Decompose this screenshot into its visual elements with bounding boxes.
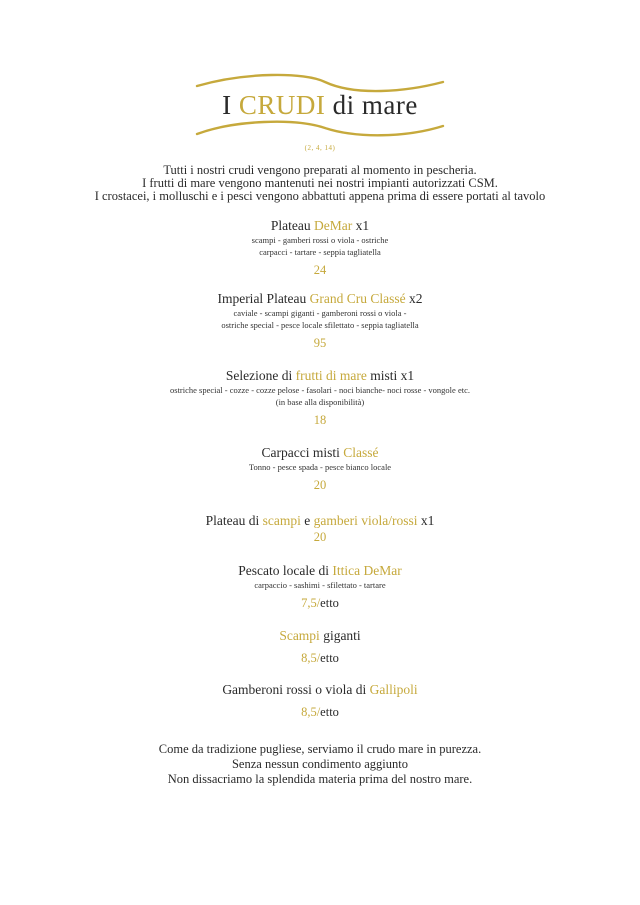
title-post: di mare	[325, 90, 418, 120]
item-name: Carpacci misti Classé	[261, 445, 379, 460]
allergen-codes: (2, 4, 14)	[304, 144, 336, 152]
outro-line: Come da tradizione pugliese, serviamo il crudo mare in purezza.	[158, 742, 482, 756]
menu-item-scampi-giganti	[0, 628, 640, 666]
item-price: 8,5/etto	[301, 651, 339, 665]
outro-line: Non dissacriamo la splendida materia prima del nostro mare.	[167, 772, 473, 786]
item-description: carpacci - tartare - seppia tagliatella	[259, 247, 381, 257]
intro-line: Tutti i nostri crudi vengono preparati al momento in pescheria.	[163, 163, 477, 177]
menu-item-plateau-demar	[0, 218, 640, 278]
menu-header	[0, 68, 640, 158]
item-name: Pescato locale di Ittica DeMar	[238, 563, 402, 578]
item-price: 24	[313, 263, 327, 277]
item-name: Selezione di frutti di mare misti x1	[225, 368, 415, 383]
title-accent: CRUDI	[238, 90, 326, 120]
item-name: Plateau DeMar x1	[270, 218, 370, 233]
outro-text	[0, 742, 640, 787]
item-price: 95	[313, 336, 327, 350]
menu-item-plateau-scampi-gamberi	[0, 513, 640, 545]
outro-line: Senza nessun condimento aggiunto	[231, 757, 408, 771]
intro-line: I crostacei, i molluschi e i pesci vengono abbattuti appena prima di essere portati al tavolo	[94, 189, 546, 203]
item-description: ostriche special - pesce locale sfilettato - seppia tagliatella	[221, 320, 419, 330]
item-price: 20	[313, 530, 327, 544]
menu-item-gamberoni-gallipoli	[0, 682, 640, 720]
intro-line: I frutti di mare vengono mantenuti nei nostri impianti autorizzati CSM.	[142, 176, 498, 190]
item-description: carpaccio - sashimi - sfilettato - tartare	[254, 580, 386, 590]
menu-item-selezione-frutti-di-mare	[0, 368, 640, 428]
item-description: caviale - scampi giganti - gamberoni rossi o viola -	[233, 308, 407, 318]
item-description: Tonno - pesce spada - pesce bianco locale	[248, 462, 392, 472]
item-price: 7,5/etto	[301, 596, 339, 610]
item-name: Plateau di scampi e gamberi viola/rossi x1	[205, 513, 435, 528]
item-description: ostriche special - cozze - cozze pelose - fasolari - noci bianche- noci rosse - vongole etc.	[170, 385, 470, 395]
item-name: Gamberoni rossi o viola di Gallipoli	[222, 682, 418, 697]
item-price: 18	[313, 413, 327, 427]
menu-item-carpacci-misti	[0, 445, 640, 493]
item-description: (in base alla disponibilità)	[275, 397, 365, 407]
item-name: Scampi giganti	[279, 628, 361, 643]
menu-item-pescato-locale	[0, 563, 640, 611]
item-name: Imperial Plateau Grand Cru Classé x2	[217, 291, 423, 306]
intro-text	[0, 164, 640, 203]
item-price: 8,5/etto	[301, 705, 339, 719]
decorative-wave-bottom	[195, 116, 445, 144]
item-price: 20	[313, 478, 327, 492]
menu-item-imperial-plateau	[0, 291, 640, 351]
item-description: scampi - gamberi rossi o viola - ostriche	[251, 235, 389, 245]
title-pre: I	[222, 90, 239, 120]
